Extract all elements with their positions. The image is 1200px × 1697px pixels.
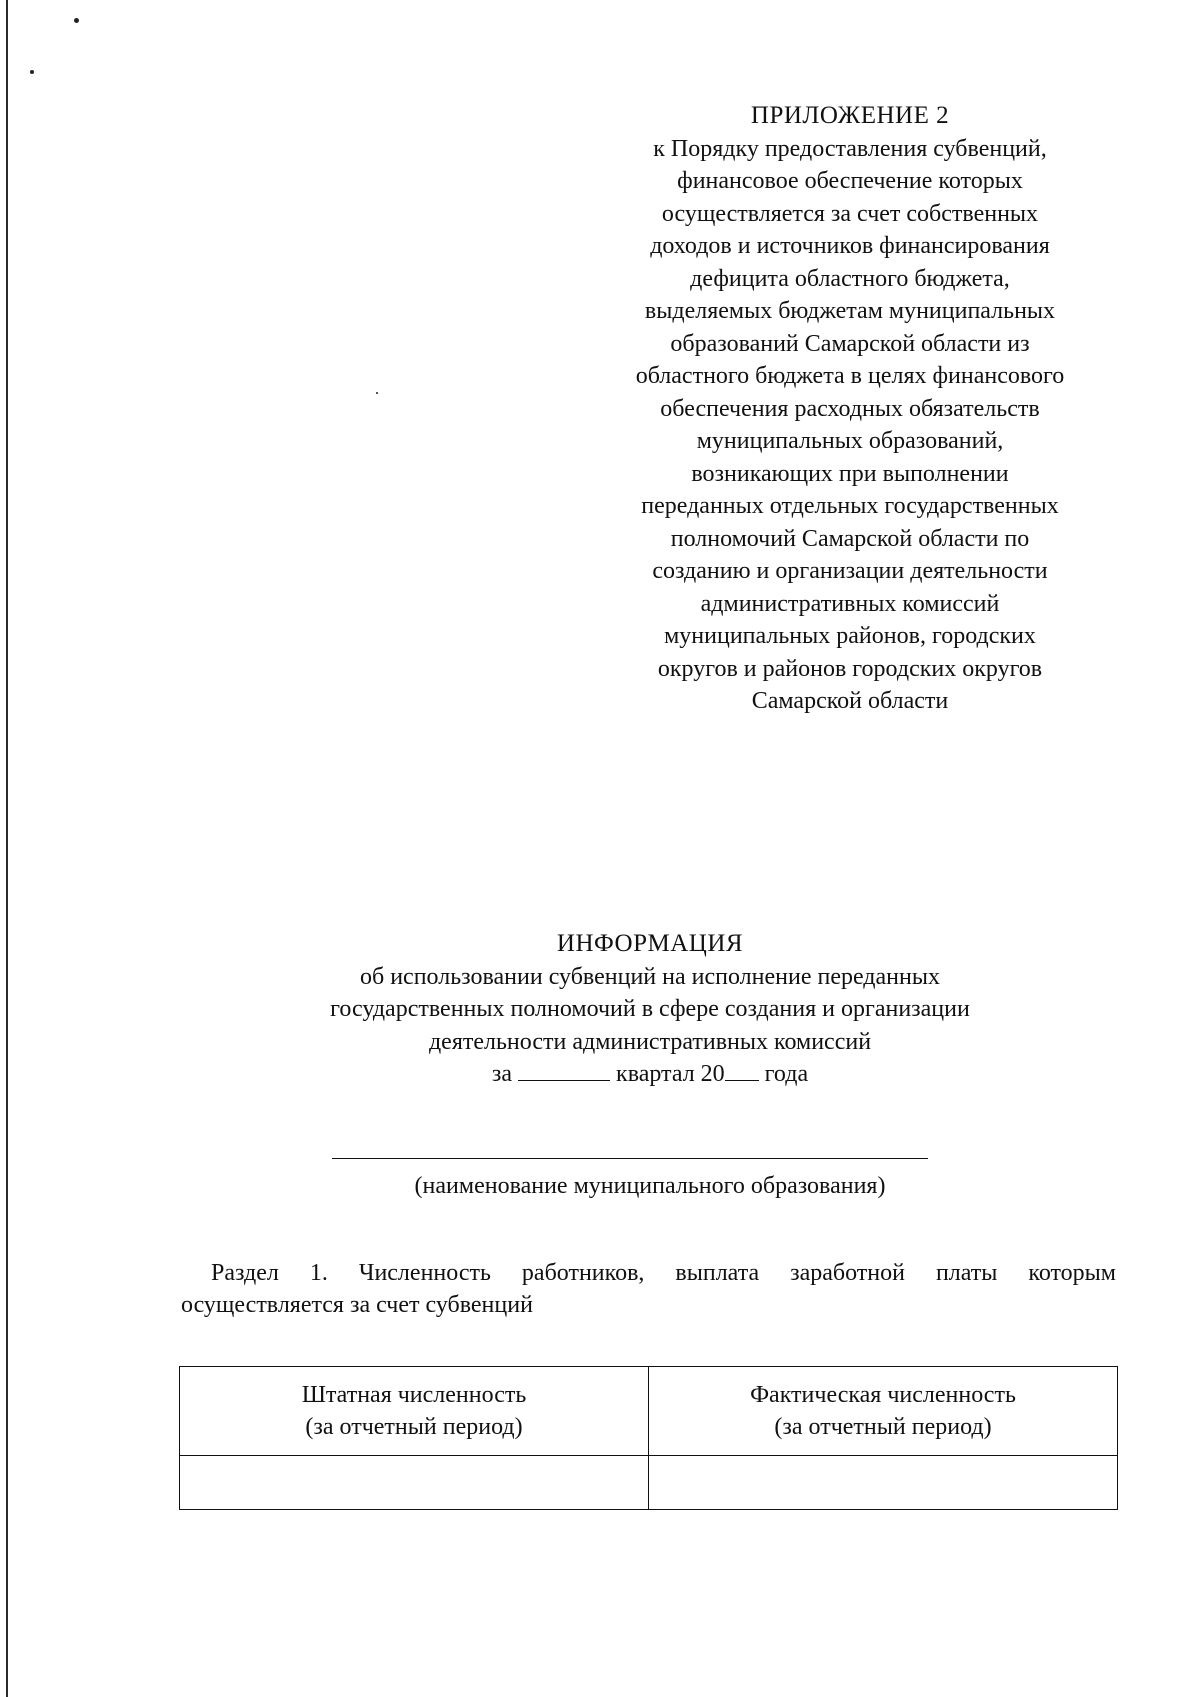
staff-count-cell[interactable] [180,1456,649,1510]
period-quarter-label: квартал 20 [616,1061,725,1087]
info-heading: ИНФОРМАЦИЯ [556,930,744,957]
year-blank[interactable] [725,1058,759,1081]
staff-count-table [179,1366,1118,1510]
quarter-blank[interactable] [518,1058,610,1081]
header-text: (за отчетный период) [774,1414,992,1440]
header-text: Фактическая численность [750,1382,1016,1408]
scan-speck [30,70,34,74]
section-1-title-line: Раздел 1. Численность работников, выплата заработной платы которым [211,1260,1116,1286]
table-row [180,1456,1118,1510]
period-line [150,1058,1150,1091]
period-suffix: года [764,1061,809,1087]
info-line: деятельности административных комиссий [428,1028,872,1055]
appendix-line: к Порядку предоставления субвенций, [653,135,1047,162]
appendix-line: Самарской области [751,688,949,714]
section-1-title-line: осуществляется за счет субвенций [181,1292,533,1318]
appendix-title: ПРИЛОЖЕНИЕ 2 [750,102,950,129]
municipality-name-blank[interactable] [332,1158,928,1159]
appendix-line: обеспечения расходных обязательств [660,395,1040,422]
appendix-line: административных комиссий [700,590,1000,617]
scan-speck [74,18,79,23]
table-header-row [180,1367,1118,1456]
appendix-line: образований Самарской области из [670,330,1030,357]
appendix-line: муниципальных районов, городских [664,623,1036,649]
appendix-line: возникающих при выполнении [691,460,1009,487]
appendix-line: переданных отдельных государственных [641,493,1059,519]
municipality-caption: (наименование муниципального образования) [414,1173,886,1199]
scan-speck [376,392,378,394]
appendix-line: доходов и источников финансирования [650,233,1050,259]
appendix-line: созданию и организации деятельности [652,558,1048,584]
appendix-line: финансовое обеспечение которых [677,168,1023,194]
section-1-title [181,1257,1116,1321]
appendix-line: осуществляется за счет собственных [661,200,1039,227]
appendix-line: полномочий Самарской области по [670,525,1030,552]
period-prefix: за [491,1061,513,1087]
header-text: (за отчетный период) [305,1414,523,1440]
appendix-block [580,100,1120,718]
actual-count-cell[interactable] [649,1456,1118,1510]
appendix-line: выделяемых бюджетам муниципальных [644,298,1056,324]
info-block [150,928,1150,1091]
appendix-line: округов и районов городских округов [657,655,1043,682]
header-text: Штатная численность [301,1382,527,1408]
info-line: государственных полномочий в сфере создания и организации [330,996,970,1022]
table-header-actual [649,1367,1118,1456]
appendix-line: дефицита областного бюджета, [690,265,1010,292]
info-line: об использовании субвенций на исполнение переданных [360,963,940,990]
appendix-line: областного бюджета в целях финансового [635,363,1065,389]
table-header-staff [180,1367,649,1456]
appendix-line: муниципальных образований, [696,428,1004,454]
page-scan-edge [6,0,8,1697]
